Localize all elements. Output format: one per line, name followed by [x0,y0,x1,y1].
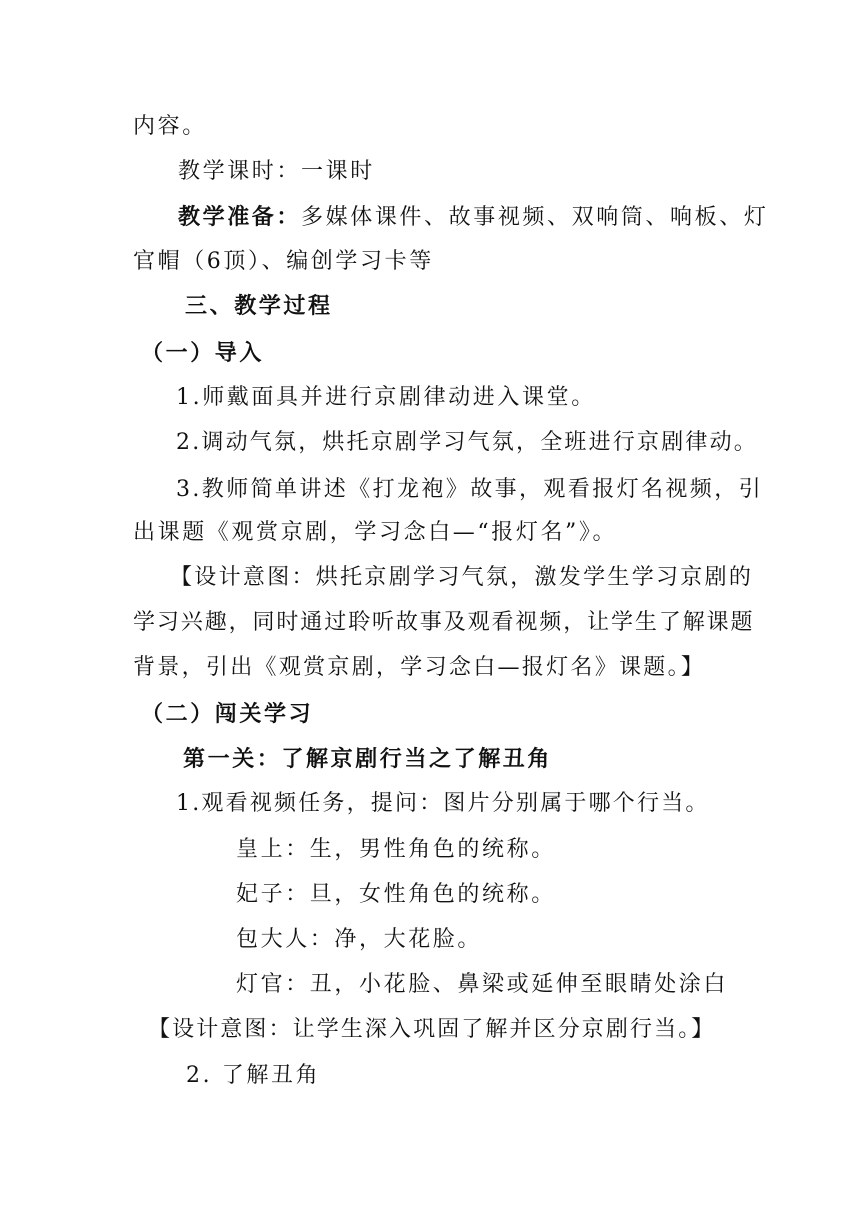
text-line: 教学课时：一课时 [178,159,375,184]
subsection-heading: （二）闯关学习 [141,701,314,727]
text-line-teaching-prep [178,202,768,233]
text-line: 学习兴趣，同时通过聆听故事及观看视频，让学生了解课题 [133,610,755,635]
text-line: 背景，引出《观赏京剧，学习念白—报灯名》课题。】 [133,655,706,680]
design-intent-note: 【设计意图：让学生深入巩固了解并区分京剧行当。】 [148,1017,716,1042]
text-line: 2. 了解丑角 [186,1063,321,1088]
text-line: 出课题《观赏京剧，学习念白—“报灯名”》。 [133,520,618,545]
text-line: 包大人：净，大花脸。 [236,927,483,952]
text-line: 灯官：丑，小花脸、鼻梁或延伸至眼睛处涂白 [236,972,729,997]
text-line: 皇上：生，男性角色的统称。 [236,837,556,862]
text-line: 1.观看视频任务，提问：图片分别属于哪个行当。 [176,791,710,816]
subsection-heading: （一）导入 [141,340,265,366]
design-intent-note: 【设计意图：烘托京剧学习气氛，激发学生学习京剧的 [170,565,754,590]
label-teaching-prep: 教学准备： [178,204,302,230]
text-line: 1.师戴面具并进行京剧律动进入课堂。 [176,385,596,410]
text-line: 2.调动气氛，烘托京剧学习气氛，全班进行京剧律动。 [176,430,758,455]
text-line: 官帽（6顶）、编创学习卡等 [133,249,434,274]
text-line: 内容。 [133,114,207,139]
teaching-prep-content: 多媒体课件、故事视频、双响筒、响板、灯 [301,205,769,230]
text-line: 妃子：旦，女性角色的统称。 [236,882,556,907]
section-heading: 三、教学过程 [185,294,333,319]
level-heading: 第一关：了解京剧行当之了解丑角 [183,746,553,772]
text-line: 3.教师简单讲述《打龙袍》故事，观看报灯名视频，引 [176,477,763,502]
